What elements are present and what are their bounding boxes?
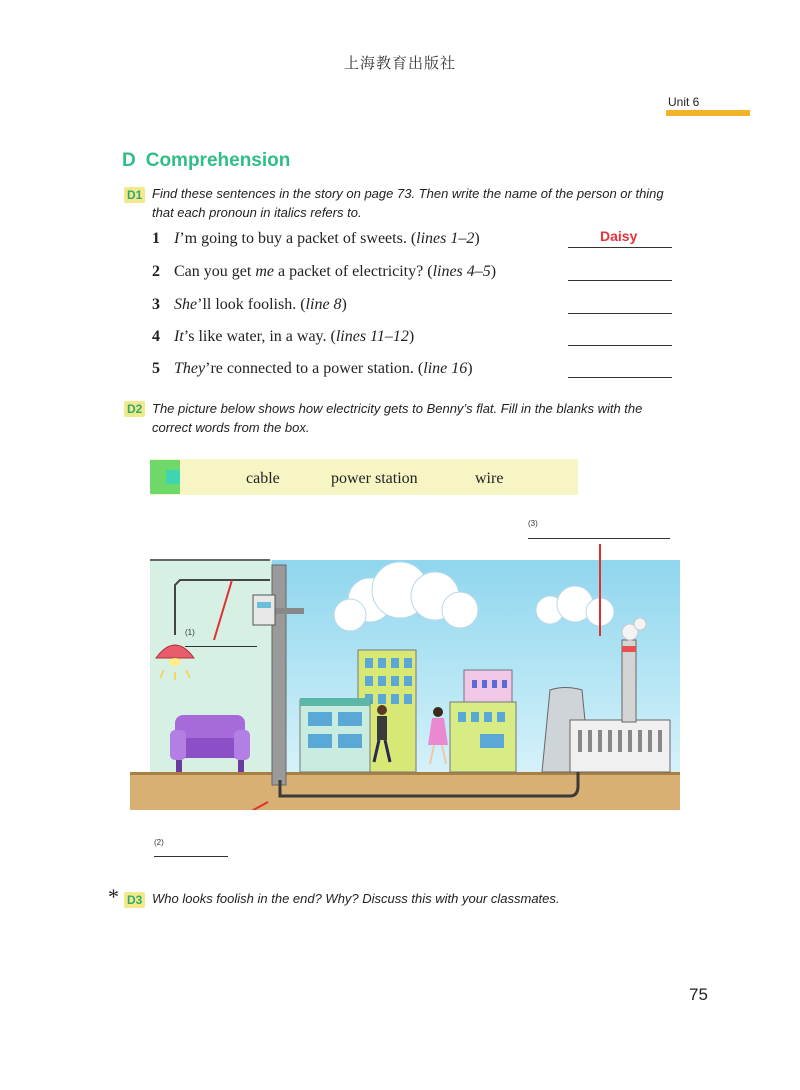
question-text: Can you get me a packet of electricity? (lines 4–5) xyxy=(174,263,497,280)
d3-tag: D3 xyxy=(124,892,145,908)
answer-blank-5[interactable] xyxy=(568,377,672,378)
blank-1-label: (1) xyxy=(185,628,195,637)
answer-1-text: Daisy xyxy=(600,228,638,244)
question-number: 3 xyxy=(152,296,160,313)
word-box-decoration xyxy=(166,470,180,484)
word-wire: wire xyxy=(475,470,504,487)
meter-box-icon xyxy=(253,595,275,625)
d2-tag: D2 xyxy=(124,401,145,417)
blank-2-line[interactable] xyxy=(154,856,228,857)
question-text: She’ll look foolish. (line 8) xyxy=(174,296,347,313)
blank-2-label: (2) xyxy=(154,838,164,847)
answer-blank-4[interactable] xyxy=(568,345,672,346)
blank-3-line[interactable] xyxy=(528,538,670,539)
unit-label: Unit 6 xyxy=(668,95,700,109)
question-row-4 xyxy=(152,328,672,350)
electricity-illustration xyxy=(120,540,680,810)
question-text: I’m going to buy a packet of sweets. (lines 1–2) xyxy=(174,230,480,247)
publisher-name: 上海教育出版社 xyxy=(343,56,456,72)
word-power-station: power station xyxy=(331,470,418,487)
question-row-3 xyxy=(152,296,672,318)
unit-bar xyxy=(666,110,750,116)
question-number: 2 xyxy=(152,263,160,280)
d2-instruction: The picture below shows how electricity gets to Benny’s flat. Fill in the blanks with the correct words from the box. xyxy=(152,401,643,435)
d3-instruction: Who looks foolish in the end? Why? Discuss this with your classmates. xyxy=(152,891,560,906)
page-number: 75 xyxy=(689,985,708,1004)
question-text: They’re connected to a power station. (line 16) xyxy=(174,360,473,377)
d1-instruction: Find these sentences in the story on page 73. Then write the name of the person or thing that each pronoun in italics refers to. xyxy=(152,186,664,220)
answer-blank-3[interactable] xyxy=(568,313,672,314)
answer-blank-1[interactable] xyxy=(568,247,672,248)
question-row-1 xyxy=(152,230,672,252)
d1-tag: D1 xyxy=(124,187,145,203)
question-text: It’s like water, in a way. (lines 11–12) xyxy=(174,328,415,345)
word-cable: cable xyxy=(246,470,280,487)
section-letter: D xyxy=(122,150,136,171)
d3-star: * xyxy=(108,884,119,909)
question-row-5 xyxy=(152,360,672,382)
section-title xyxy=(122,150,290,172)
blank-3-label: (3) xyxy=(528,519,538,528)
answer-blank-2[interactable] xyxy=(568,280,672,281)
question-number: 1 xyxy=(152,230,160,247)
blank-1-line[interactable] xyxy=(185,646,257,647)
ground xyxy=(130,772,680,810)
question-number: 5 xyxy=(152,360,160,377)
question-number: 4 xyxy=(152,328,160,345)
question-row-2 xyxy=(152,263,672,285)
section-name: Comprehension xyxy=(145,150,291,171)
